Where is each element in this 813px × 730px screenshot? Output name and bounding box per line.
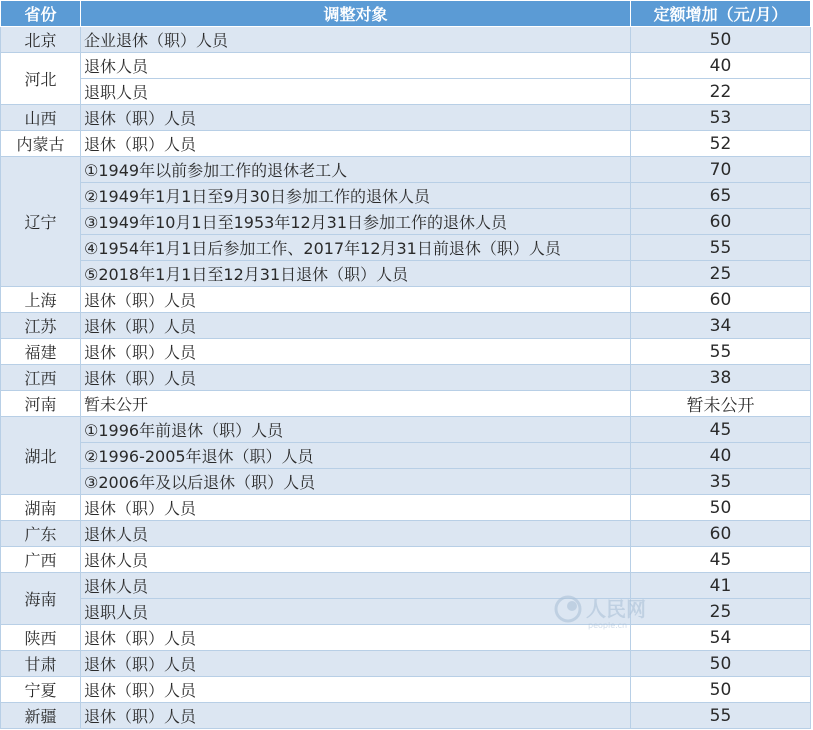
amount-cell: 55 bbox=[631, 703, 811, 729]
amount-cell: 50 bbox=[631, 27, 811, 53]
amount-cell: 60 bbox=[631, 209, 811, 235]
target-cell: 退休（职）人员 bbox=[81, 365, 631, 391]
target-cell: 退职人员 bbox=[81, 599, 631, 625]
table-row bbox=[1, 53, 811, 79]
target-cell: 退休（职）人员 bbox=[81, 287, 631, 313]
amount-cell: 60 bbox=[631, 521, 811, 547]
target-cell: 退休（职）人员 bbox=[81, 131, 631, 157]
province-cell: 北京 bbox=[1, 27, 81, 53]
table-row bbox=[1, 339, 811, 365]
table-row bbox=[1, 547, 811, 573]
province-cell: 宁夏 bbox=[1, 677, 81, 703]
table-row bbox=[1, 469, 811, 495]
table-row bbox=[1, 365, 811, 391]
table-row bbox=[1, 495, 811, 521]
table-row bbox=[1, 573, 811, 599]
amount-cell: 60 bbox=[631, 287, 811, 313]
table-row bbox=[1, 443, 811, 469]
header-target: 调整对象 bbox=[81, 1, 631, 27]
target-cell: ②1996-2005年退休（职）人员 bbox=[81, 443, 631, 469]
province-cell: 江苏 bbox=[1, 313, 81, 339]
amount-cell: 35 bbox=[631, 469, 811, 495]
target-cell: 退休（职）人员 bbox=[81, 677, 631, 703]
amount-cell: 25 bbox=[631, 261, 811, 287]
province-cell: 广西 bbox=[1, 547, 81, 573]
watermark-subtext: people.cn bbox=[588, 621, 628, 630]
target-cell: 退休（职）人员 bbox=[81, 495, 631, 521]
table-row bbox=[1, 183, 811, 209]
target-cell: 退休（职）人员 bbox=[81, 313, 631, 339]
table-row bbox=[1, 209, 811, 235]
table-body bbox=[1, 27, 811, 729]
amount-cell: 38 bbox=[631, 365, 811, 391]
table-row bbox=[1, 703, 811, 729]
amount-cell: 50 bbox=[631, 495, 811, 521]
watermark-text: 人民网 bbox=[586, 597, 646, 621]
amount-cell: 50 bbox=[631, 651, 811, 677]
table-row bbox=[1, 105, 811, 131]
table-row bbox=[1, 313, 811, 339]
province-cell: 福建 bbox=[1, 339, 81, 365]
table-row bbox=[1, 651, 811, 677]
amount-cell: 40 bbox=[631, 443, 811, 469]
target-cell: 退休人员 bbox=[81, 547, 631, 573]
amount-cell: 22 bbox=[631, 79, 811, 105]
amount-cell: 52 bbox=[631, 131, 811, 157]
target-cell: 企业退休（职）人员 bbox=[81, 27, 631, 53]
amount-cell: 暂未公开 bbox=[631, 391, 811, 417]
province-cell: 河南 bbox=[1, 391, 81, 417]
target-cell: 退休人员 bbox=[81, 521, 631, 547]
table-row bbox=[1, 261, 811, 287]
table-row bbox=[1, 235, 811, 261]
province-cell: 江西 bbox=[1, 365, 81, 391]
province-cell: 广东 bbox=[1, 521, 81, 547]
amount-cell: 25 bbox=[631, 599, 811, 625]
header-province: 省份 bbox=[1, 1, 81, 27]
province-cell: 新疆 bbox=[1, 703, 81, 729]
province-cell: 海南 bbox=[1, 573, 81, 625]
amount-cell: 45 bbox=[631, 547, 811, 573]
amount-cell: 55 bbox=[631, 235, 811, 261]
province-cell: 山西 bbox=[1, 105, 81, 131]
target-cell: ④1954年1月1日后参加工作、2017年12月31日前退休（职）人员 bbox=[81, 235, 631, 261]
target-cell: ①1996年前退休（职）人员 bbox=[81, 417, 631, 443]
target-cell: 退休（职）人员 bbox=[81, 105, 631, 131]
province-cell: 湖南 bbox=[1, 495, 81, 521]
amount-cell: 40 bbox=[631, 53, 811, 79]
table-row bbox=[1, 287, 811, 313]
amount-cell: 53 bbox=[631, 105, 811, 131]
amount-cell: 45 bbox=[631, 417, 811, 443]
province-cell: 甘肃 bbox=[1, 651, 81, 677]
target-cell: 退休人员 bbox=[81, 573, 631, 599]
target-cell: ②1949年1月1日至9月30日参加工作的退休人员 bbox=[81, 183, 631, 209]
amount-cell: 41 bbox=[631, 573, 811, 599]
table-row bbox=[1, 599, 811, 625]
target-cell: ③1949年10月1日至1953年12月31日参加工作的退休人员 bbox=[81, 209, 631, 235]
table-row bbox=[1, 521, 811, 547]
table-row bbox=[1, 625, 811, 651]
table-row bbox=[1, 391, 811, 417]
header-amount: 定额增加（元/月） bbox=[631, 1, 811, 27]
province-cell: 湖北 bbox=[1, 417, 81, 495]
amount-cell: 55 bbox=[631, 339, 811, 365]
target-cell: 退休人员 bbox=[81, 53, 631, 79]
table-row bbox=[1, 131, 811, 157]
province-cell: 上海 bbox=[1, 287, 81, 313]
target-cell: ③2006年及以后退休（职）人员 bbox=[81, 469, 631, 495]
amount-cell: 50 bbox=[631, 677, 811, 703]
amount-cell: 34 bbox=[631, 313, 811, 339]
target-cell: 退休（职）人员 bbox=[81, 339, 631, 365]
target-cell: 退休（职）人员 bbox=[81, 625, 631, 651]
amount-cell: 70 bbox=[631, 157, 811, 183]
amount-cell: 54 bbox=[631, 625, 811, 651]
table-row bbox=[1, 27, 811, 53]
table-row bbox=[1, 677, 811, 703]
target-cell: 暂未公开 bbox=[81, 391, 631, 417]
amount-cell: 65 bbox=[631, 183, 811, 209]
province-cell: 河北 bbox=[1, 53, 81, 105]
table-row bbox=[1, 417, 811, 443]
target-cell: ①1949年以前参加工作的退休老工人 bbox=[81, 157, 631, 183]
header-row bbox=[1, 1, 811, 27]
target-cell: 退职人员 bbox=[81, 79, 631, 105]
province-cell: 辽宁 bbox=[1, 157, 81, 287]
province-cell: 内蒙古 bbox=[1, 131, 81, 157]
target-cell: ⑤2018年1月1日至12月31日退休（职）人员 bbox=[81, 261, 631, 287]
target-cell: 退休（职）人员 bbox=[81, 703, 631, 729]
target-cell: 退休（职）人员 bbox=[81, 651, 631, 677]
province-cell: 陕西 bbox=[1, 625, 81, 651]
table-row bbox=[1, 79, 811, 105]
table-row bbox=[1, 157, 811, 183]
